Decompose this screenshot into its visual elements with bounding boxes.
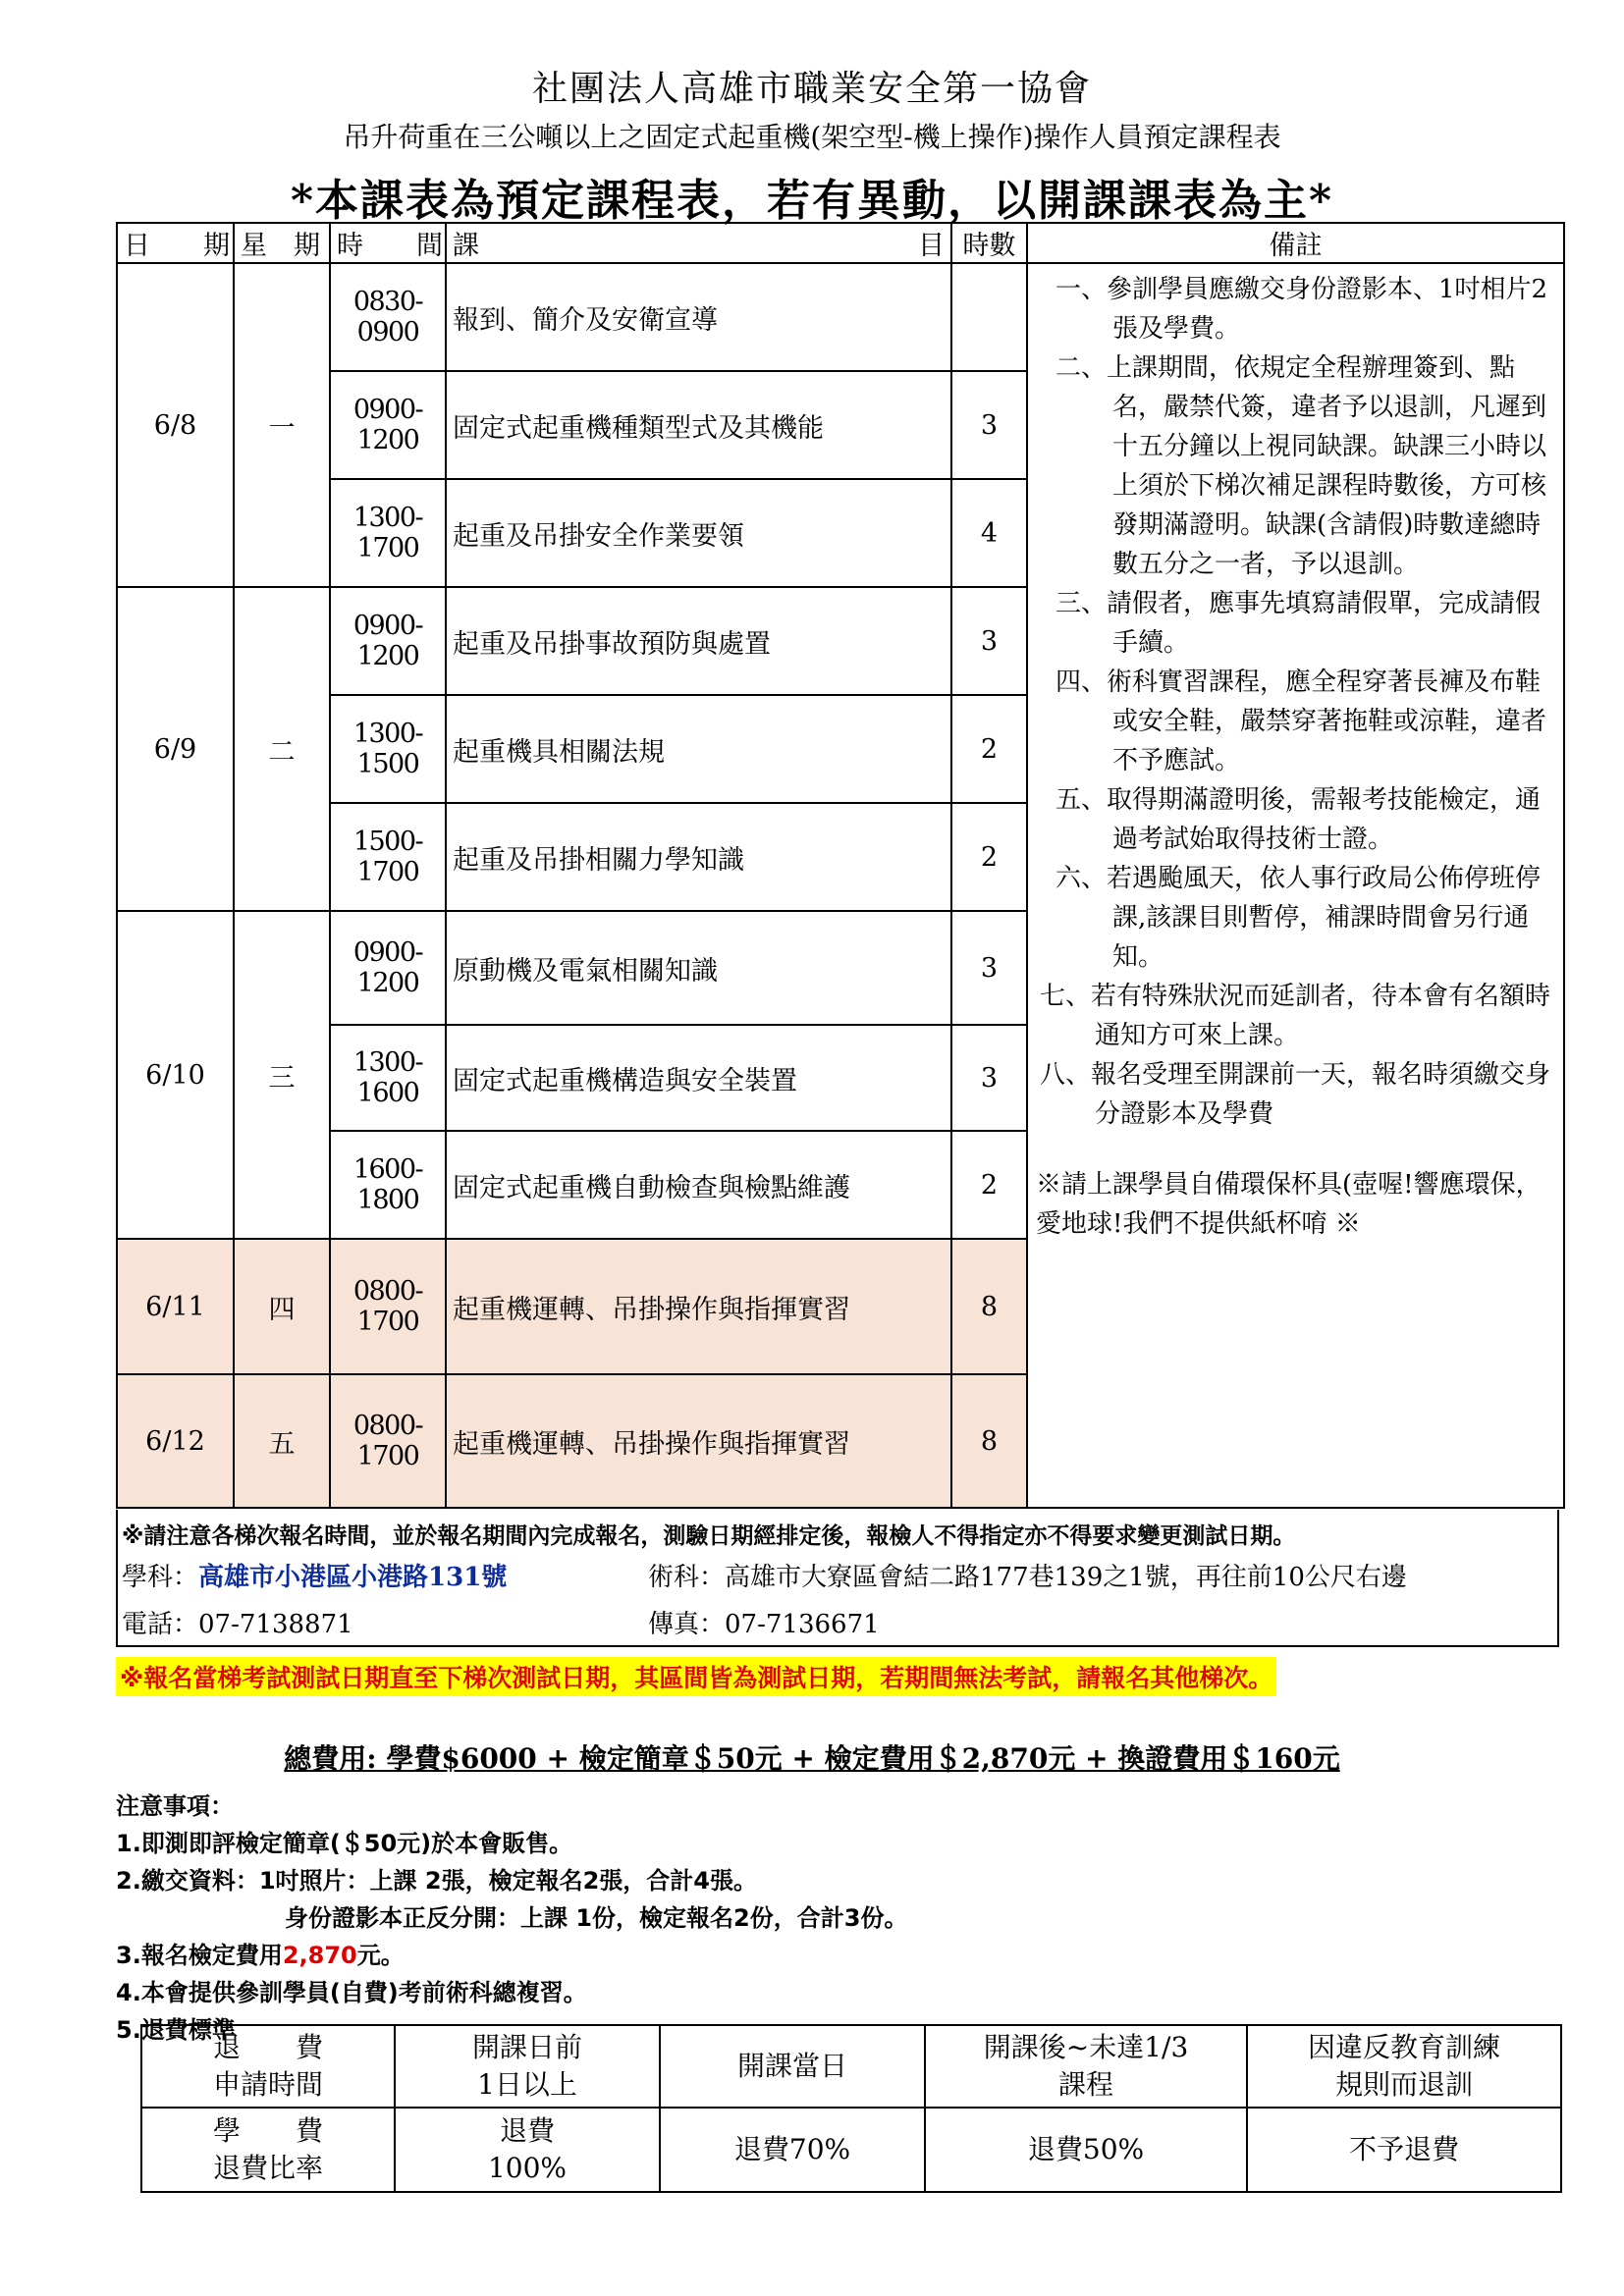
total-fees bbox=[0, 1737, 1624, 1777]
subject-cell: 原動機及電氣相關知識 bbox=[446, 911, 951, 1025]
date-cell: 6/9 bbox=[117, 587, 234, 911]
remark-2: 二、上課期間，依規定全程辦理簽到、點名，嚴禁代簽，違者予以退訓，凡遲到十五分鐘以上視同缺課。缺課三小時以上須於下梯次補足課程時數後，方可核發期滿證明。缺課(含請假)時數達總時數五分之一者，予以退訓。 bbox=[1056, 353, 1547, 579]
header-date: 日 期 bbox=[117, 223, 234, 263]
hours-cell: 4 bbox=[951, 479, 1027, 587]
time-cell: 0800-1700 bbox=[330, 1239, 446, 1374]
refund-line: 不予退費 bbox=[1348, 2133, 1459, 2165]
refund-cell bbox=[660, 2108, 925, 2192]
time-cell: 1300-1600 bbox=[330, 1025, 446, 1131]
fax-number: 傳真：07-7136671 bbox=[648, 1610, 880, 1639]
time-cell: 0900-1200 bbox=[330, 911, 446, 1025]
refund-row-ratio bbox=[141, 2108, 1561, 2192]
refund-cell bbox=[660, 2025, 925, 2108]
refund-line: 退費 bbox=[499, 2114, 555, 2147]
header-time: 時 間 bbox=[330, 223, 446, 263]
remark-7: 七、若有特殊狀況而延訓者，待本會有名額時通知方可來上課。 bbox=[1040, 982, 1551, 1050]
refund-cell bbox=[141, 2108, 395, 2192]
subject-cell: 起重及吊掛相關力學知識 bbox=[446, 803, 951, 911]
weekday-cell: 一 bbox=[234, 263, 330, 587]
refund-line: 因違反教育訓練 bbox=[1307, 2031, 1500, 2063]
time-cell: 1500-1700 bbox=[330, 803, 446, 911]
refund-line: 學 費 bbox=[212, 2114, 323, 2147]
table-row bbox=[117, 263, 1564, 371]
subject-cell: 起重機運轉、吊掛操作與指揮實習 bbox=[446, 1374, 951, 1508]
hours-cell: 2 bbox=[951, 695, 1027, 803]
refund-line: 退費70% bbox=[733, 2133, 851, 2165]
hours-cell: 3 bbox=[951, 587, 1027, 695]
header-weekday: 星 期 bbox=[234, 223, 330, 263]
note-2: 2.繳交資料：1吋照片：上課 2張，檢定報名2張，合計4張。 bbox=[116, 1867, 757, 1895]
theory-location bbox=[122, 1557, 507, 1593]
notes-title: 注意事項： bbox=[116, 1792, 234, 1820]
weekday-cell: 四 bbox=[234, 1239, 330, 1374]
refund-cell bbox=[1247, 2108, 1561, 2192]
header-hours: 時數 bbox=[951, 223, 1027, 263]
time-cell: 0830-0900 bbox=[330, 263, 446, 371]
date-cell: 6/12 bbox=[117, 1374, 234, 1508]
bring-cup-note: ※請上課學員自備環保杯具(壺喔!響應環保，愛地球!我們不提供紙杯唷 ※ bbox=[1036, 1170, 1542, 1239]
note-2b: 身份證影本正反分開：上課 1份，檢定報名2份，合計3份。 bbox=[285, 1904, 908, 1932]
refund-cell bbox=[1247, 2025, 1561, 2108]
subject-cell: 固定式起重機自動檢查與檢點維護 bbox=[446, 1131, 951, 1239]
refund-line: 規則而退訓 bbox=[1334, 2068, 1473, 2101]
hours-cell: 3 bbox=[951, 371, 1027, 479]
remark-8: 八、報名受理至開課前一天，報名時須繳交身分證影本及學費 bbox=[1040, 1060, 1551, 1129]
refund-line: 退 費 bbox=[212, 2031, 323, 2063]
phone-number: 電話：07-7138871 bbox=[122, 1610, 353, 1639]
org-title: 社團法人高雄市職業安全第一協會 bbox=[531, 69, 1092, 109]
refund-cell bbox=[925, 2108, 1247, 2192]
header-course bbox=[446, 223, 951, 263]
date-cell: 6/8 bbox=[117, 263, 234, 587]
total-fees-text: 總費用: 學費$6000 + 檢定簡章＄50元 + 檢定費用＄2,870元 + 換證費用＄160元 bbox=[284, 1742, 1340, 1775]
subject-cell: 報到、簡介及安衛宣導 bbox=[446, 263, 951, 371]
hours-cell bbox=[951, 263, 1027, 371]
refund-cell bbox=[395, 2108, 660, 2192]
subject-cell: 起重機運轉、吊掛操作與指揮實習 bbox=[446, 1239, 951, 1374]
refund-cell bbox=[141, 2025, 395, 2108]
note-3-prefix: 3.報名檢定費用 bbox=[116, 1942, 283, 1969]
note-3 bbox=[116, 1936, 405, 1970]
schedule-notice: *本課表為預定課程表，若有異動，以開課課表為主* bbox=[290, 176, 1334, 226]
refund-cell bbox=[925, 2025, 1247, 2108]
time-cell: 1600-1800 bbox=[330, 1131, 446, 1239]
refund-row-time bbox=[141, 2025, 1561, 2108]
note-1: 1.即測即評檢定簡章(＄50元)於本會販售。 bbox=[116, 1830, 573, 1857]
refund-line: 開課當日 bbox=[736, 2050, 847, 2082]
remark-6: 六、若遇颱風天，依人事行政局公佈停班停課,該課目則暫停，補課時間會另行通知。 bbox=[1056, 864, 1542, 972]
refund-line: 退費比率 bbox=[212, 2152, 323, 2184]
hours-cell: 8 bbox=[951, 1239, 1027, 1374]
refund-line: 課程 bbox=[1057, 2068, 1113, 2101]
remark-3: 三、請假者，應事先填寫請假單，完成請假手續。 bbox=[1056, 589, 1542, 658]
exam-period-warning: ※報名當梯考試測試日期直至下梯次測試日期，其區間皆為測試日期，若期間無法考試，請報名其他梯次。 bbox=[116, 1657, 1276, 1696]
refund-table bbox=[140, 2024, 1562, 2193]
refund-line: 申請時間 bbox=[212, 2068, 323, 2101]
refund-line: 開課日前 bbox=[471, 2031, 582, 2063]
practical-location: 術科：高雄市大寮區會結二路177巷139之1號，再往前10公尺右邊 bbox=[648, 1563, 1407, 1592]
theory-label: 學科： bbox=[122, 1563, 199, 1592]
weekday-cell: 三 bbox=[234, 911, 330, 1239]
refund-line: 開課後~未達1/3 bbox=[983, 2031, 1189, 2063]
subject-cell: 固定式起重機種類型式及其機能 bbox=[446, 371, 951, 479]
refund-cell bbox=[395, 2025, 660, 2108]
refund-line: 100% bbox=[487, 2152, 568, 2184]
course-subtitle: 吊升荷重在三公噸以上之固定式起重機(架空型-機上操作)操作人員預定課程表 bbox=[343, 121, 1281, 153]
subject-cell: 起重機具相關法規 bbox=[446, 695, 951, 803]
note-3-suffix: 元。 bbox=[356, 1942, 405, 1969]
hours-cell: 8 bbox=[951, 1374, 1027, 1508]
remark-5: 五、取得期滿證明後，需報考技能檢定，通過考試始取得技術士證。 bbox=[1056, 785, 1542, 854]
time-cell: 0800-1700 bbox=[330, 1374, 446, 1508]
weekday-cell: 五 bbox=[234, 1374, 330, 1508]
hours-cell: 3 bbox=[951, 911, 1027, 1025]
note-5: 5.退費標準 bbox=[116, 2016, 236, 2044]
hours-cell: 2 bbox=[951, 803, 1027, 911]
time-cell: 0900-1200 bbox=[330, 587, 446, 695]
date-cell: 6/10 bbox=[117, 911, 234, 1239]
note-4: 4.本會提供參訓學員(自費)考前術科總複習。 bbox=[116, 1979, 587, 2006]
refund-line: 退費50% bbox=[1027, 2133, 1145, 2165]
remark-4: 四、術科實習課程，應全程穿著長褲及布鞋或安全鞋，嚴禁穿著拖鞋或涼鞋，違者不予應試。 bbox=[1056, 667, 1547, 775]
hours-cell: 2 bbox=[951, 1131, 1027, 1239]
header-course-left: 課 bbox=[453, 231, 479, 261]
header-remarks: 備註 bbox=[1027, 223, 1564, 263]
theory-address: 高雄市小港區小港路131號 bbox=[198, 1563, 508, 1592]
schedule-table bbox=[116, 222, 1565, 1509]
remarks-cell bbox=[1027, 263, 1564, 1508]
subject-cell: 起重及吊掛事故預防與處置 bbox=[446, 587, 951, 695]
date-cell: 6/11 bbox=[117, 1239, 234, 1374]
note-3-amount: 2,870 bbox=[282, 1942, 357, 1969]
remark-1: 一、參訓學員應繳交身份證影本、1吋相片2張及學費。 bbox=[1056, 275, 1548, 344]
subject-cell: 固定式起重機構造與安全裝置 bbox=[446, 1025, 951, 1131]
time-cell: 1300-1500 bbox=[330, 695, 446, 803]
header-course-right: 目 bbox=[918, 231, 945, 261]
subject-cell: 起重及吊掛安全作業要領 bbox=[446, 479, 951, 587]
refund-line: 1日以上 bbox=[477, 2068, 577, 2101]
time-cell: 1300-1700 bbox=[330, 479, 446, 587]
exam-date-notice: ※請注意各梯次報名時間，並於報名期間內完成報名，測驗日期經排定後，報檢人不得指定亦不得要求變更測試日期。 bbox=[122, 1523, 1296, 1549]
hours-cell: 3 bbox=[951, 1025, 1027, 1131]
time-cell: 0900-1200 bbox=[330, 371, 446, 479]
weekday-cell: 二 bbox=[234, 587, 330, 911]
